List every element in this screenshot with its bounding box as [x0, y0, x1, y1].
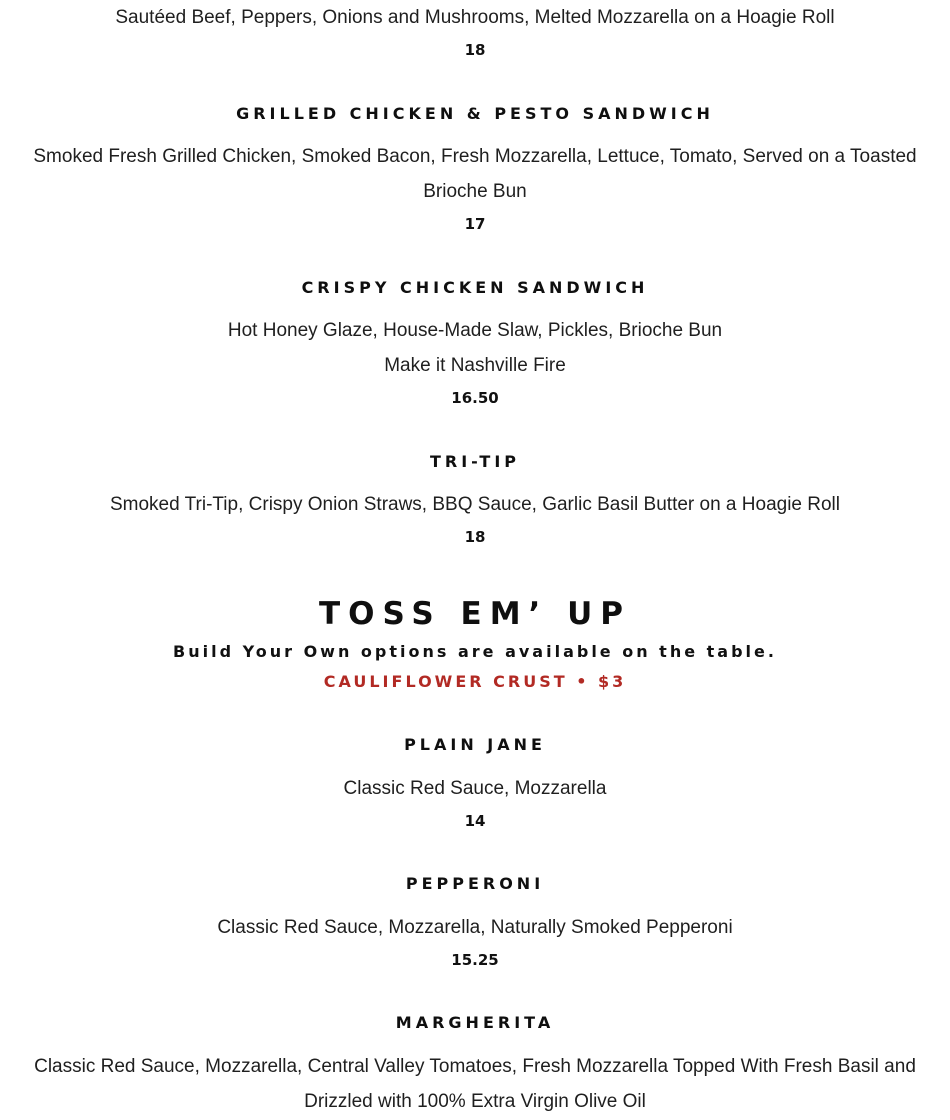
item-price: 18 [464, 41, 486, 59]
item-price: 15.25 [451, 951, 499, 969]
item-title: PLAIN JANE [404, 735, 546, 754]
item-title: GRILLED CHICKEN & PESTO SANDWICH [236, 104, 714, 123]
cauliflower-crust-note: CAULIFLOWER CRUST • $3 [323, 672, 627, 691]
item-title: PEPPERONI [405, 874, 545, 893]
item-description: Classic Red Sauce, Mozzarella [343, 778, 607, 799]
section-subheading: Build Your Own options are available on the table. [173, 642, 777, 661]
item-description: Hot Honey Glaze, House-Made Slaw, Pickles, Brioche Bun [227, 320, 723, 341]
section-heading: TOSS EM’ UP [318, 596, 632, 632]
item-description: Classic Red Sauce, Mozzarella, Central Valley Tomatoes, Fresh Mozzarella Topped With Fresh Basil and [34, 1056, 916, 1077]
item-title: CRISPY CHICKEN SANDWICH [301, 278, 649, 297]
item-title: TRI-TIP [429, 452, 521, 471]
item-price: 14 [464, 812, 486, 830]
item-description: Brioche Bun [423, 181, 527, 202]
item-description: Classic Red Sauce, Mozzarella, Naturally Smoked Pepperoni [217, 917, 733, 938]
item-description: Smoked Tri-Tip, Crispy Onion Straws, BBQ Sauce, Garlic Basil Butter on a Hoagie Roll [109, 494, 840, 515]
item-description: Make it Nashville Fire [384, 355, 566, 376]
item-price: 16.50 [451, 389, 499, 407]
item-description: Smoked Fresh Grilled Chicken, Smoked Bacon, Fresh Mozzarella, Lettuce, Tomato, Served on a Toasted [33, 146, 917, 167]
item-description: Drizzled with 100% Extra Virgin Olive Oil [304, 1091, 646, 1112]
item-title: MARGHERITA [395, 1013, 555, 1032]
item-description: Sautéed Beef, Peppers, Onions and Mushrooms, Melted Mozzarella on a Hoagie Roll [115, 7, 835, 28]
item-price: 17 [464, 215, 486, 233]
item-price: 18 [464, 528, 486, 546]
